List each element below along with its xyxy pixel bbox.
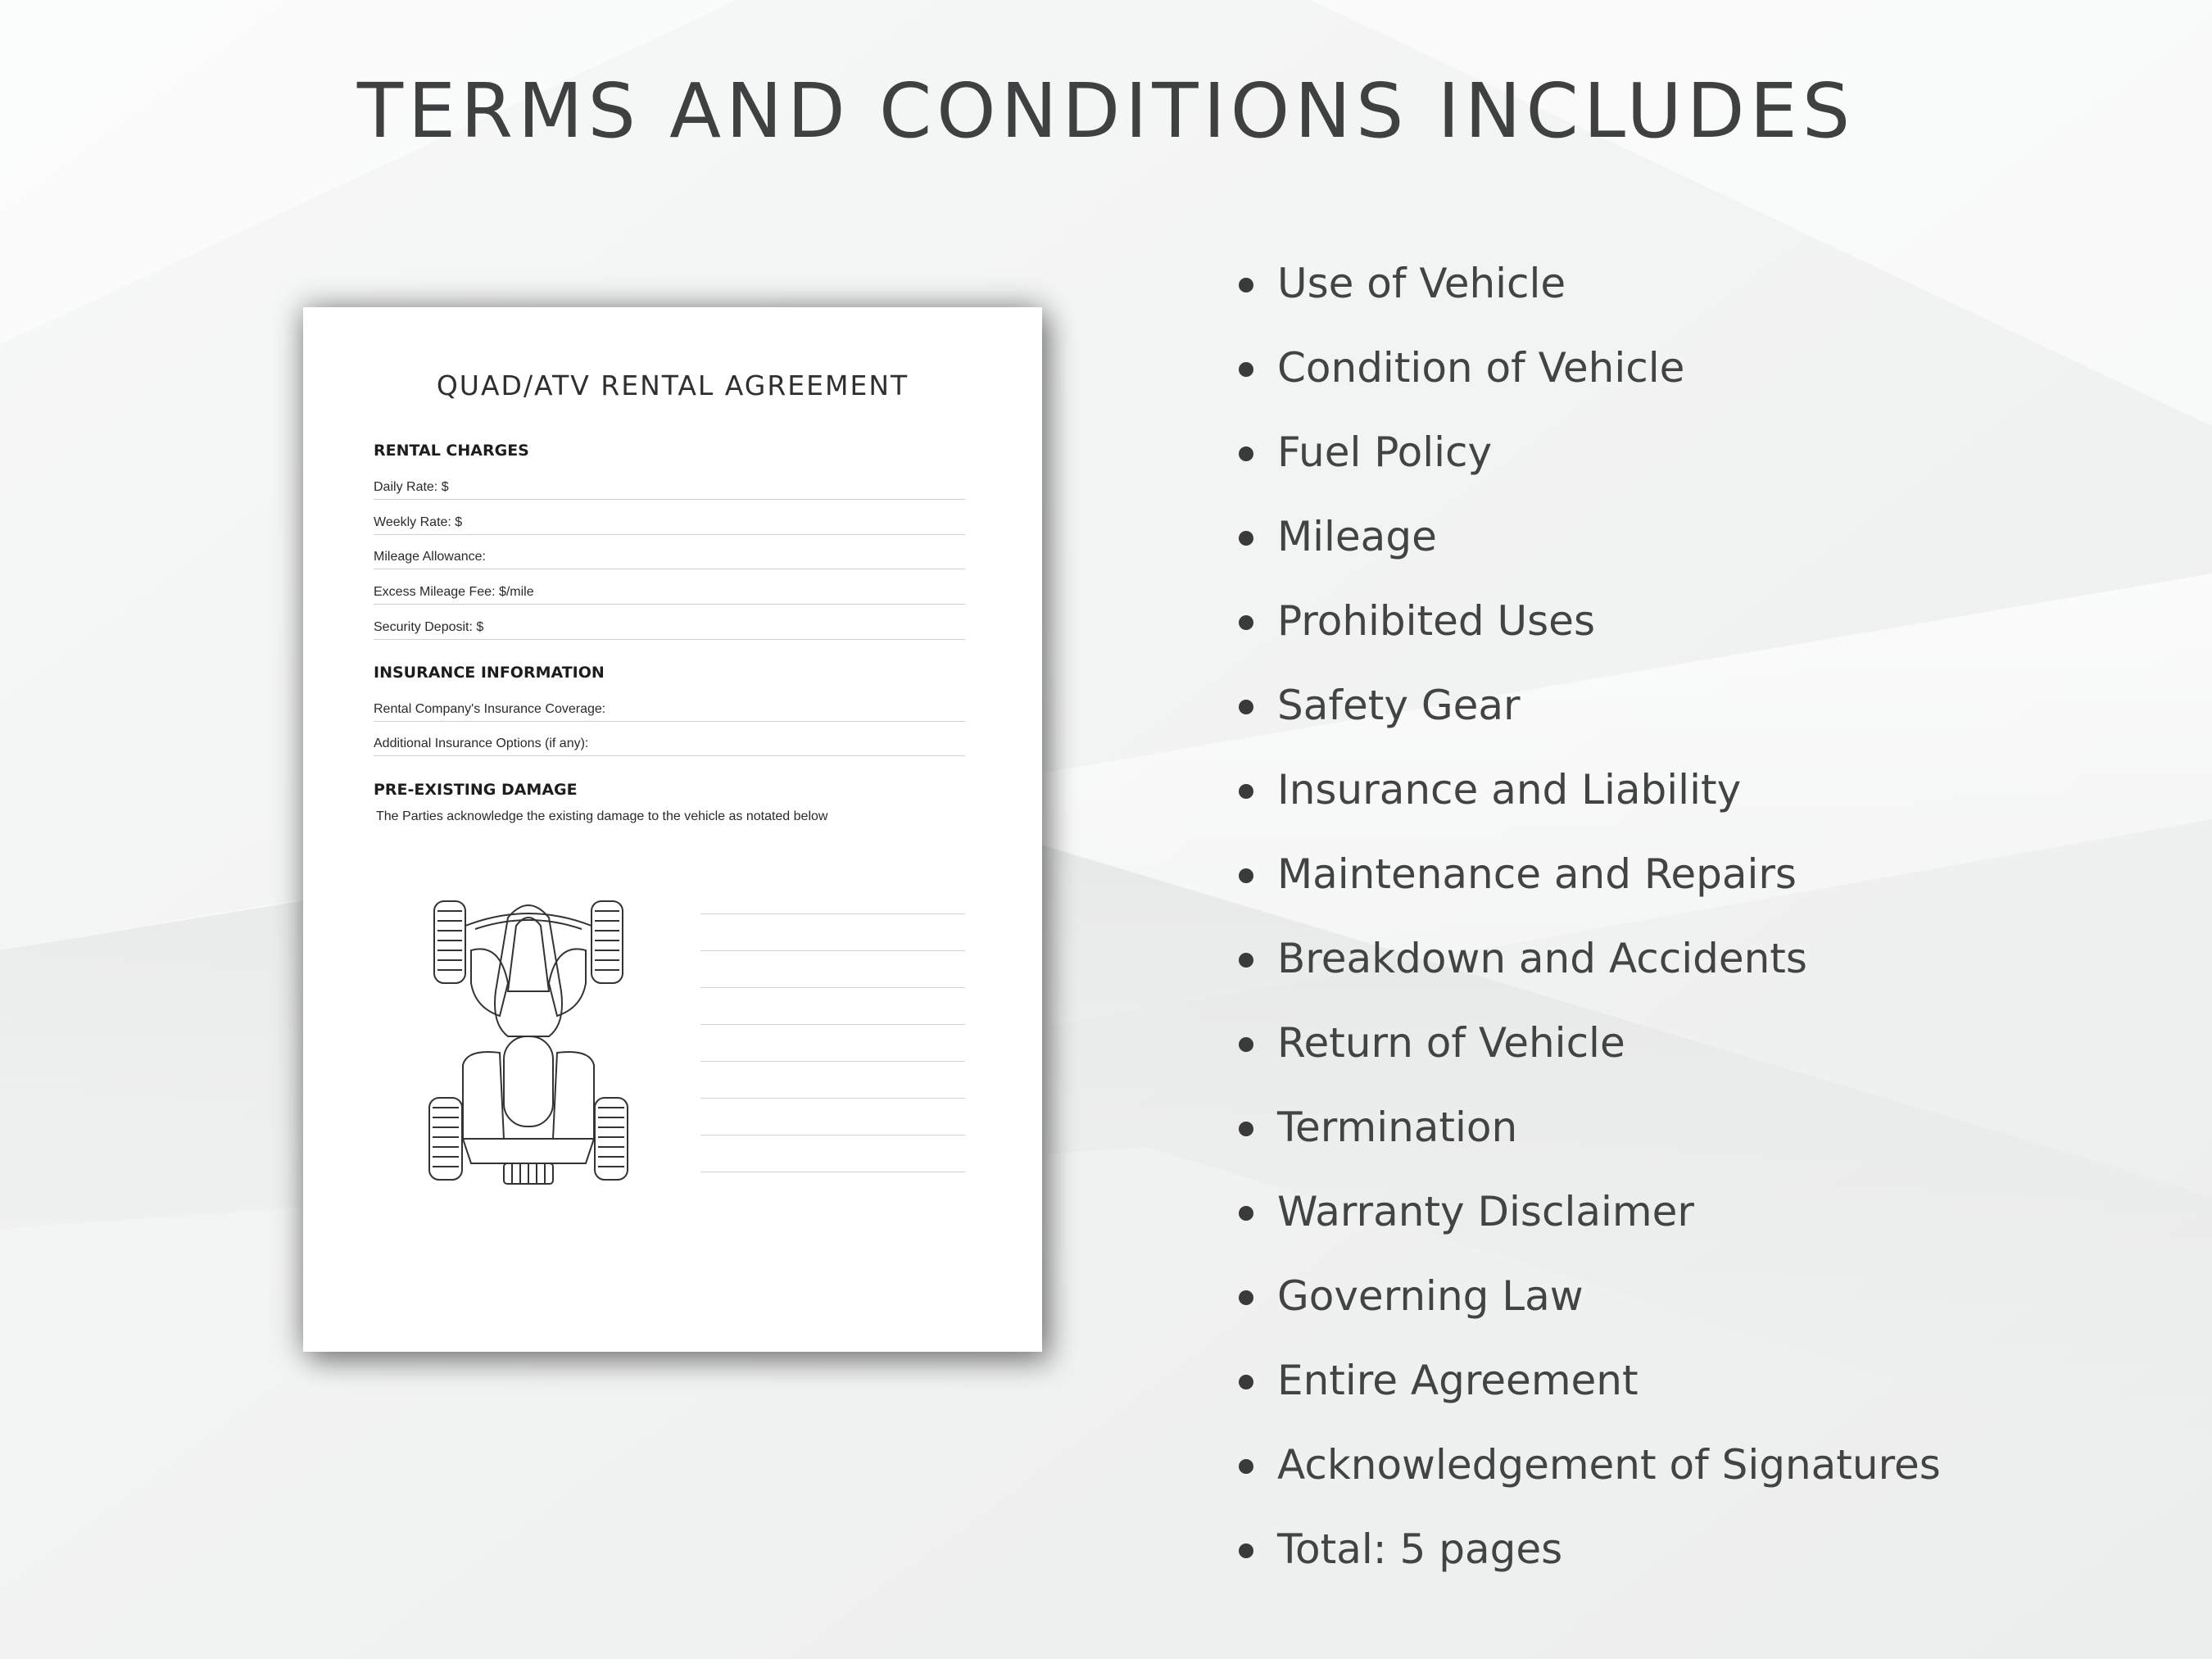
list-item: Condition of Vehicle bbox=[1239, 324, 1941, 408]
list-item: Use of Vehicle bbox=[1239, 239, 1941, 324]
list-item: Acknowledgement of Signatures bbox=[1239, 1421, 1941, 1505]
list-item: Fuel Policy bbox=[1239, 408, 1941, 492]
list-item: Entire Agreement bbox=[1239, 1336, 1941, 1421]
daily-rate-field: Daily Rate: $ bbox=[374, 475, 965, 500]
list-item: Total: 5 pages bbox=[1239, 1505, 1941, 1589]
list-item: Maintenance and Repairs bbox=[1239, 830, 1941, 914]
document-title: QUAD/ATV RENTAL AGREEMENT bbox=[436, 369, 909, 401]
damage-note-line bbox=[700, 1098, 965, 1099]
damage-note-line bbox=[700, 950, 965, 951]
damage-heading: PRE-EXISTING DAMAGE bbox=[374, 781, 578, 799]
features-list bbox=[1239, 239, 1941, 1589]
security-deposit-field: Security Deposit: $ bbox=[374, 615, 965, 640]
insurance-coverage-field: Rental Company's Insurance Coverage: bbox=[374, 697, 965, 722]
list-item: Mileage bbox=[1239, 492, 1941, 577]
insurance-heading: INSURANCE INFORMATION bbox=[374, 664, 605, 682]
list-item: Breakdown and Accidents bbox=[1239, 914, 1941, 999]
list-item: Safety Gear bbox=[1239, 661, 1941, 746]
excess-mileage-field: Excess Mileage Fee: $/mile bbox=[374, 580, 965, 605]
document-preview bbox=[303, 307, 1042, 1352]
damage-note-line bbox=[700, 987, 965, 988]
damage-note-line bbox=[700, 1024, 965, 1025]
list-item: Termination bbox=[1239, 1083, 1941, 1167]
damage-note-line bbox=[700, 1061, 965, 1062]
list-item: Prohibited Uses bbox=[1239, 577, 1941, 661]
damage-note: The Parties acknowledge the existing damage to the vehicle as notated below bbox=[376, 809, 828, 823]
atv-diagram-icon bbox=[426, 893, 631, 1188]
damage-note-line bbox=[700, 913, 965, 914]
page-title: TERMS AND CONDITIONS INCLUDES bbox=[356, 67, 1856, 155]
rental-charges-heading: RENTAL CHARGES bbox=[374, 442, 529, 460]
list-item: Governing Law bbox=[1239, 1252, 1941, 1336]
list-item: Return of Vehicle bbox=[1239, 999, 1941, 1083]
list-item: Warranty Disclaimer bbox=[1239, 1167, 1941, 1252]
weekly-rate-field: Weekly Rate: $ bbox=[374, 510, 965, 535]
mileage-allowance-field: Mileage Allowance: bbox=[374, 545, 965, 569]
insurance-options-field: Additional Insurance Options (if any): bbox=[374, 732, 965, 756]
list-item: Insurance and Liability bbox=[1239, 746, 1941, 830]
